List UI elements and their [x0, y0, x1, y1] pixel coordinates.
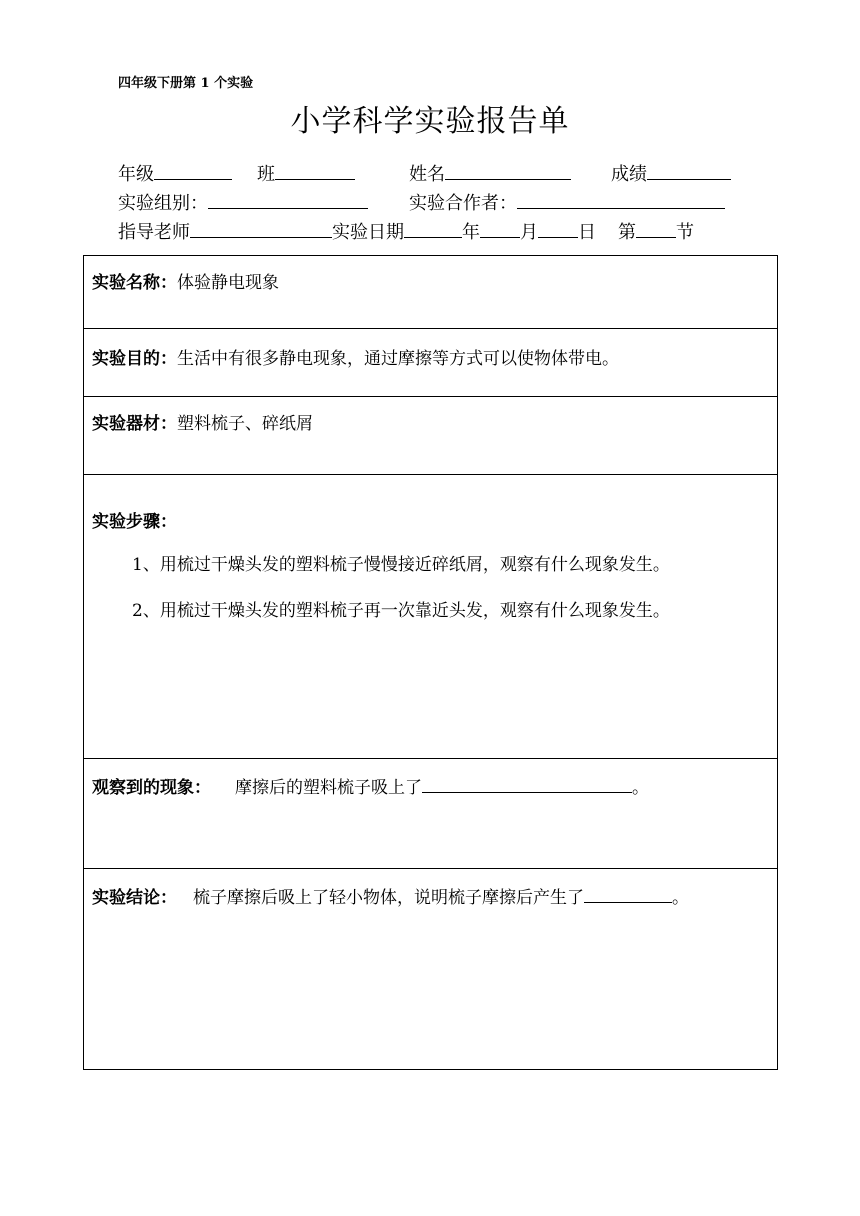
- date-label: 实验日期: [332, 222, 404, 243]
- row-observation: [84, 759, 777, 869]
- info-group: [118, 189, 368, 215]
- group-label: 实验组别：: [118, 193, 208, 214]
- observation-label: 观察到的现象：: [92, 778, 211, 798]
- row-purpose: [84, 329, 777, 397]
- grade-blank[interactable]: [154, 161, 232, 180]
- info-partner: [409, 189, 725, 215]
- info-name: [409, 160, 571, 186]
- score-label: 成绩: [611, 164, 647, 185]
- conclusion-value: 梳子摩擦后吸上了轻小物体，说明梳子摩擦后产生了: [193, 888, 584, 908]
- year-blank[interactable]: [404, 219, 462, 238]
- observation-end: 。: [632, 778, 649, 798]
- score-blank[interactable]: [647, 161, 731, 180]
- steps-label: 实验步骤：: [92, 512, 177, 532]
- info-grade: [118, 160, 232, 186]
- experiment-name-value: 体验静电现象: [177, 273, 279, 293]
- group-blank[interactable]: [208, 190, 368, 209]
- materials-label: 实验器材：: [92, 414, 177, 434]
- report-table: [83, 255, 778, 1070]
- teacher-blank[interactable]: [190, 219, 332, 238]
- row-conclusion: [84, 869, 777, 1069]
- materials-value: 塑料梳子、碎纸屑: [177, 414, 313, 434]
- conclusion-blank[interactable]: [584, 884, 672, 903]
- conclusion-end: 。: [672, 888, 689, 908]
- partner-label: 实验合作者：: [409, 193, 517, 214]
- row-materials: [84, 397, 777, 475]
- teacher-label: 指导老师: [118, 222, 190, 243]
- month-blank[interactable]: [480, 219, 520, 238]
- grade-label: 年级: [118, 164, 154, 185]
- class-label: 班: [257, 164, 275, 185]
- month-label: 月: [520, 222, 538, 243]
- experiment-name-label: 实验名称：: [92, 273, 177, 293]
- step-item: 1、用梳过干燥头发的塑料梳子慢慢接近碎纸屑，观察有什么现象发生。: [132, 555, 670, 575]
- info-class: [257, 160, 355, 186]
- day-label: 日: [578, 222, 596, 243]
- name-blank[interactable]: [445, 161, 571, 180]
- class-blank[interactable]: [275, 161, 355, 180]
- partner-blank[interactable]: [517, 190, 725, 209]
- page-title: 小学科学实验报告单: [290, 104, 570, 139]
- period-blank[interactable]: [636, 219, 676, 238]
- row-steps: [84, 475, 777, 759]
- period-label: 第: [618, 222, 636, 243]
- name-label: 姓名: [409, 164, 445, 185]
- section-label: 节: [676, 222, 694, 243]
- info-teacher-date: [118, 218, 694, 244]
- header-note: 四年级下册第 1 个实验: [118, 76, 254, 91]
- purpose-label: 实验目的：: [92, 349, 177, 369]
- observation-blank[interactable]: [422, 774, 632, 793]
- info-score: [611, 160, 731, 186]
- conclusion-label: 实验结论：: [92, 888, 177, 908]
- purpose-value: 生活中有很多静电现象，通过摩擦等方式可以使物体带电。: [177, 349, 619, 369]
- step-item: 2、用梳过干燥头发的塑料梳子再一次靠近头发，观察有什么现象发生。: [132, 601, 670, 621]
- year-label: 年: [462, 222, 480, 243]
- day-blank[interactable]: [538, 219, 578, 238]
- row-experiment-name: [84, 256, 777, 329]
- observation-value: 摩擦后的塑料梳子吸上了: [235, 778, 422, 798]
